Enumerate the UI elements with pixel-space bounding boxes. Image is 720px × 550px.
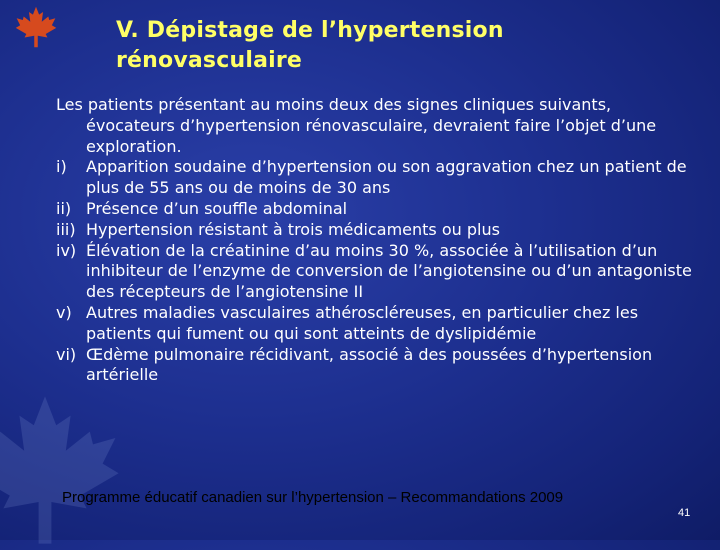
maple-leaf-logo-icon — [14, 4, 58, 50]
list-item-number: iv) — [56, 240, 77, 260]
list-item-number: vi) — [56, 344, 77, 364]
list-item — [56, 345, 696, 387]
slide-footer: Programme éducatif canadien sur l’hypertension – Recommandations 2009 — [62, 489, 564, 506]
list-item-text: Apparition soudaine d’hypertension ou son aggravation chez un patient de plus de 55 ans ou de moins de 30 ans — [86, 157, 687, 198]
slide-title: V. Dépistage de l’hypertension rénovasculaire — [116, 18, 504, 73]
page-number: 41 — [678, 507, 691, 519]
slide-body — [56, 95, 696, 386]
list-item — [56, 220, 696, 241]
list-item-text: Autres maladies vasculaires athéroscléreuses, en particulier chez les patients qui fument ou qui sont atteints de dyslipidémie — [86, 302, 639, 343]
list-item-text: Œdème pulmonaire récidivant, associé à des poussées d’hypertension artérielle — [86, 344, 653, 385]
list-item-text: Élévation de la créatinine d’au moins 30 %, associée à l’utilisation d’un inhibiteur de l’enzyme de conversion de l’angiotensine ou d’un antagoniste des récepteurs de l’angiotensine II — [86, 240, 692, 302]
list-item-text: Présence d’un souffle abdominal — [86, 198, 348, 218]
list-item — [56, 241, 696, 303]
list-item — [56, 303, 696, 345]
intro-paragraph: Les patients présentant au moins deux des signes cliniques suivants, évocateurs d’hypertension rénovasculaire, devraient faire l’objet d’une exploration. — [56, 95, 657, 156]
list-item-number: v) — [56, 302, 72, 322]
list-item-number: i) — [56, 157, 67, 177]
list-item — [56, 199, 696, 220]
maple-leaf-watermark-icon — [0, 390, 130, 550]
list-item-number: ii) — [56, 198, 72, 218]
list-item — [56, 157, 696, 199]
list-item-text: Hypertension résistant à trois médicaments ou plus — [86, 219, 500, 239]
list-item-number: iii) — [56, 219, 76, 239]
